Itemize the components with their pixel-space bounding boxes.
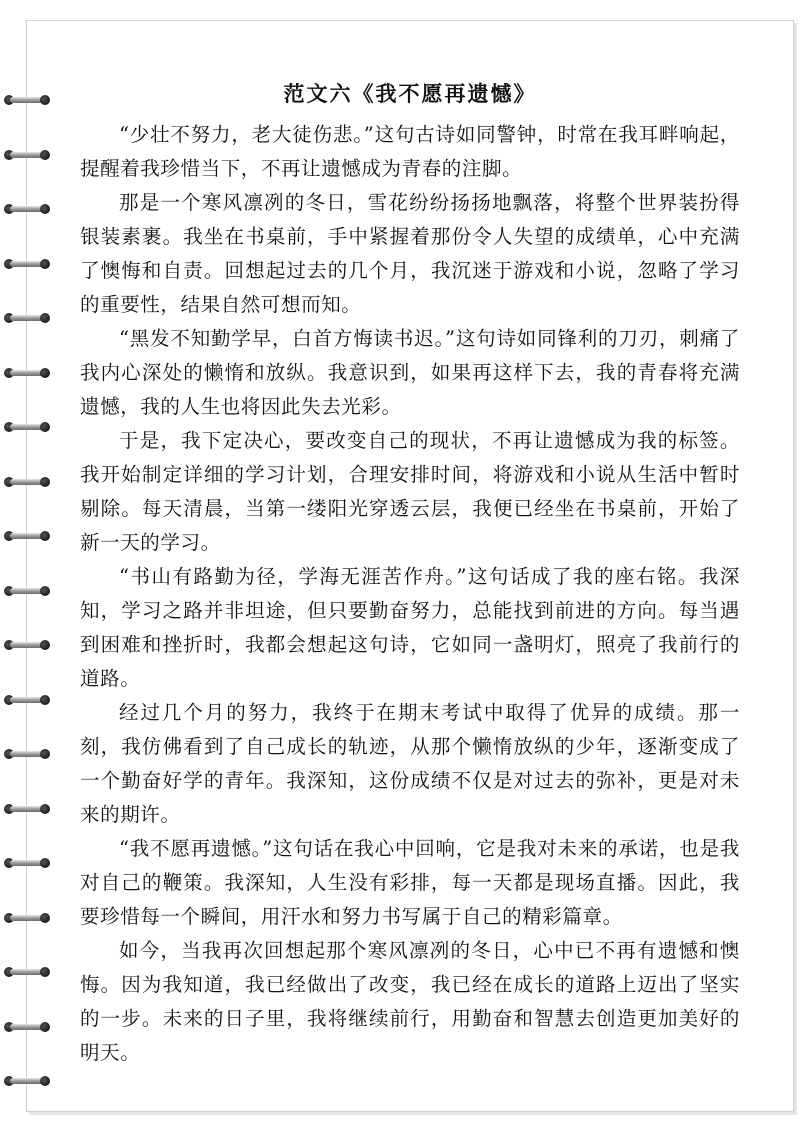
binding-hole bbox=[40, 368, 50, 378]
paragraph-5: “书山有路勤为径，学海无涯苦作舟。”这句话成了我的座右铭。我深知，学习之路并非坦途，但只要勤奋努力，总能找到前进的方向。每当遇到困难和挫折时，我都会想起这句诗，它如同一盏明灯，照亮了我前行的道路。 bbox=[80, 565, 740, 690]
spiral-ring bbox=[4, 202, 50, 216]
spiral-ring bbox=[4, 420, 50, 434]
binding-wire bbox=[10, 588, 44, 594]
binding-hole bbox=[40, 749, 50, 759]
binding-wire bbox=[10, 642, 44, 648]
binding-hole bbox=[40, 640, 50, 650]
spiral-ring bbox=[4, 802, 50, 816]
binding-hole bbox=[40, 913, 50, 923]
binding-hole bbox=[40, 477, 50, 487]
binding-hole bbox=[40, 967, 50, 977]
binding-wire bbox=[10, 97, 44, 103]
binding-wire bbox=[10, 152, 44, 158]
binding-wire bbox=[10, 206, 44, 212]
paragraph-8: 如今，当我再次回想起那个寒风凛冽的冬日，心中已不再有遗憾和懊悔。因为我知道，我已经做出了改变，我已经在成长的道路上迈出了坚实的一步。未来的日子里，我将继续前行，用勤奋和智慧去创造更加美好的明天。 bbox=[80, 939, 740, 1064]
binding-wire bbox=[10, 751, 44, 757]
spiral-ring bbox=[4, 856, 50, 870]
paragraph-3: “黑发不知勤学早，白首方悔读书迟。”这句诗如同锋利的刀刃，刺痛了我内心深处的懒惰和放纵。我意识到，如果再这样下去，我的青春将充满遗憾，我的人生也将因此失去光彩。 bbox=[80, 327, 740, 418]
binding-wire bbox=[10, 1078, 44, 1084]
binding-hole bbox=[40, 150, 50, 160]
binding-hole bbox=[40, 422, 50, 432]
binding-hole bbox=[40, 1076, 50, 1086]
binding-wire bbox=[10, 370, 44, 376]
spiral-ring bbox=[4, 311, 50, 325]
spiral-ring bbox=[4, 529, 50, 543]
paragraph-7: “我不愿再遗憾。”这句话在我心中回响，它是我对未来的承诺，也是我对自己的鞭策。我深知，人生没有彩排，每一天都是现场直播。因此，我要珍惜每一个瞬间，用汗水和努力书写属于自己的精彩篇章。 bbox=[80, 837, 740, 928]
binding-wire bbox=[10, 860, 44, 866]
binding-wire bbox=[10, 1024, 44, 1030]
binding-hole bbox=[40, 1022, 50, 1032]
paragraph-2: 那是一个寒风凛冽的冬日，雪花纷纷扬扬地飘落，将整个世界装扮得银装素裹。我坐在书桌前，手中紧握着那份令人失望的成绩单，心中充满了懊悔和自责。回想起过去的几个月，我沉迷于游戏和小说，忽略了学习的重要性，结果自然可想而知。 bbox=[80, 191, 740, 316]
spiral-ring bbox=[4, 747, 50, 761]
spiral-binding bbox=[0, 0, 60, 1132]
binding-wire bbox=[10, 261, 44, 267]
spiral-ring bbox=[4, 1074, 50, 1088]
binding-wire bbox=[10, 533, 44, 539]
spiral-ring bbox=[4, 965, 50, 979]
binding-hole bbox=[40, 804, 50, 814]
binding-hole bbox=[40, 259, 50, 269]
spiral-ring bbox=[4, 475, 50, 489]
binding-hole bbox=[40, 95, 50, 105]
binding-wire bbox=[10, 969, 44, 975]
spiral-ring bbox=[4, 148, 50, 162]
binding-wire bbox=[10, 479, 44, 485]
binding-hole bbox=[40, 531, 50, 541]
binding-wire bbox=[10, 806, 44, 812]
binding-wire bbox=[10, 697, 44, 703]
spiral-ring bbox=[4, 693, 50, 707]
binding-hole bbox=[40, 695, 50, 705]
spiral-ring bbox=[4, 911, 50, 925]
spiral-ring bbox=[4, 638, 50, 652]
paragraph-4: 于是，我下定决心，要改变自己的现状，不再让遗憾成为我的标签。我开始制定详细的学习计划，合理安排时间，将游戏和小说从生活中暂时剔除。每天清晨，当第一缕阳光穿透云层，我便已经坐在书桌前，开始了新一天的学习。 bbox=[80, 429, 740, 554]
binding-wire bbox=[10, 315, 44, 321]
paragraph-6: 经过几个月的努力，我终于在期末考试中取得了优异的成绩。那一刻，我仿佛看到了自己成长的轨迹，从那个懒惰放纵的少年，逐渐变成了一个勤奋好学的青年。我深知，这份成绩不仅是对过去的弥补，更是对未来的期许。 bbox=[80, 701, 740, 826]
spiral-ring bbox=[4, 1020, 50, 1034]
binding-hole bbox=[40, 858, 50, 868]
binding-hole bbox=[40, 204, 50, 214]
spiral-ring bbox=[4, 257, 50, 271]
binding-hole bbox=[40, 313, 50, 323]
document-body bbox=[80, 70, 740, 1070]
paragraph-1: “少壮不努力，老大徒伤悲。”这句古诗如同警钟，时常在我耳畔响起，提醒着我珍惜当下，不再让遗憾成为青春的注脚。 bbox=[80, 123, 740, 180]
binding-wire bbox=[10, 915, 44, 921]
spiral-ring bbox=[4, 584, 50, 598]
spiral-ring bbox=[4, 366, 50, 380]
document-title: 范文六《我不愿再遗憾》 bbox=[283, 81, 537, 106]
spiral-ring bbox=[4, 93, 50, 107]
binding-hole bbox=[40, 586, 50, 596]
binding-wire bbox=[10, 424, 44, 430]
